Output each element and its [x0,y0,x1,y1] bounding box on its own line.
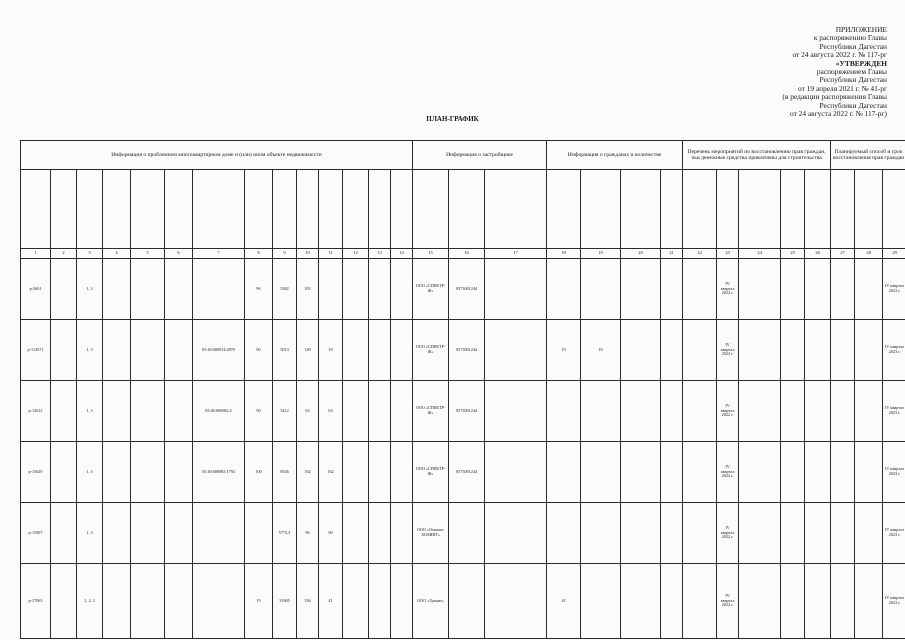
table-cell: IV квартал 2023 г. [883,503,905,564]
table-cell [855,320,883,381]
column-number: 25 [781,249,805,259]
table-cell [103,503,131,564]
table-cell [661,564,683,639]
column-header [77,170,103,249]
table-cell: IV квартал 2023 г. [883,381,905,442]
table-cell [103,320,131,381]
table-cell: 90 [245,320,273,381]
table-cell: р-12612 [21,381,51,442]
column-header [621,170,661,249]
approval-line: (в редакции распоряжения Главы [782,92,887,102]
column-number: 8 [245,249,273,259]
table-cell [683,503,717,564]
table-cell: 19 [581,320,621,381]
table-cell [343,564,369,639]
table-cell [449,503,485,564]
table-cell [51,503,77,564]
group-header-object: Информация о проблемном многоквартирном доме и (или) ином объекте недвижимости [21,141,413,170]
column-number: 2 [51,249,77,259]
column-header [51,170,77,249]
table-cell: 96 [297,503,319,564]
table-cell [621,442,661,503]
column-number: 7 [193,249,245,259]
column-number: 13 [369,249,391,259]
table-cell: ООО «СПЕКТР-Ж» [413,259,449,320]
table-cell [131,259,165,320]
column-number: 10 [297,249,319,259]
column-number: 28 [855,249,883,259]
table-cell: ООО «СПЕКТР-Ж» [413,381,449,442]
table-cell [581,381,621,442]
column-header [683,170,717,249]
table-row [21,503,905,564]
table-cell [369,320,391,381]
table-cell [781,259,805,320]
table-cell: р-2601 [21,259,51,320]
group-header-developer: Информация о застройщике [413,141,547,170]
table-cell [805,320,831,381]
table-cell: 19 [319,320,343,381]
table-cell [831,503,855,564]
plan-table [20,140,905,639]
table-cell [51,564,77,639]
table-row [21,259,905,320]
table-cell [683,381,717,442]
table-cell [103,442,131,503]
table-cell: ООО «СПЕКТР-Ж» [413,442,449,503]
column-header [805,170,831,249]
table-cell [805,564,831,639]
column-number: 12 [343,249,369,259]
table-cell [683,442,717,503]
table-cell: IV квартал 2023 г. [883,320,905,381]
table-cell [661,442,683,503]
table-cell: IV квартал 2022 г. [717,320,739,381]
table-cell [805,442,831,503]
column-number: 5 [131,249,165,259]
column-header [297,170,319,249]
column-header [831,170,855,249]
column-header [717,170,739,249]
table-cell [621,259,661,320]
table-cell [369,503,391,564]
table-cell [831,259,855,320]
table-cell [165,503,193,564]
table-cell [581,503,621,564]
table-row [21,320,905,381]
table-cell: 1, 3 [77,320,103,381]
table-cell [131,564,165,639]
column-number: 17 [485,249,547,259]
table-cell [581,442,621,503]
table-cell [661,381,683,442]
table-cell: 0573001244 [449,381,485,442]
table-cell [343,320,369,381]
table-cell [51,259,77,320]
column-number: 23 [717,249,739,259]
table-cell: 1, 2, 3 [77,564,103,639]
table-cell: 19 [547,320,581,381]
table-cell: 90 [319,503,343,564]
table-cell: 41 [319,564,343,639]
column-header [661,170,683,249]
table-cell: 05:40:000082:2 [193,381,245,442]
table-cell [449,564,485,639]
table-cell [193,259,245,320]
table-cell [621,381,661,442]
table-cell [547,381,581,442]
column-header [369,170,391,249]
table-cell [485,381,547,442]
table-cell [165,259,193,320]
table-cell [739,564,781,639]
table-cell: 1, 3 [77,259,103,320]
approval-line: от 24 августа 2022 г. № 117-рг [792,50,887,60]
table-cell: ООО «Гранит» [413,564,449,639]
table-cell [343,381,369,442]
table-cell [661,259,683,320]
column-number: 27 [831,249,855,259]
table-cell [781,503,805,564]
table-cell [547,442,581,503]
table-cell [391,381,413,442]
table-cell: р-15629 [21,442,51,503]
table-cell [343,503,369,564]
table-cell [781,564,805,639]
table-cell [547,259,581,320]
column-header [781,170,805,249]
column-header [391,170,413,249]
table-cell [581,564,621,639]
table-cell [855,259,883,320]
table-cell: 162 [297,442,319,503]
table-cell: 31685 [273,564,297,639]
table-cell: 100 [245,442,273,503]
table-cell: 05:40:000085:1794 [193,442,245,503]
column-header [193,170,245,249]
table-cell [391,320,413,381]
table-cell [319,259,343,320]
column-header [883,170,905,249]
column-number: 22 [683,249,717,259]
table-cell [343,442,369,503]
column-header [165,170,193,249]
column-number: 15 [413,249,449,259]
table-cell [391,259,413,320]
table-cell [781,442,805,503]
table-cell [131,503,165,564]
approval-line: «УТВЕРЖДЕН [835,58,887,68]
table-cell [343,259,369,320]
title-line: ПЛАН-ГРАФИК [426,115,479,123]
table-cell [131,442,165,503]
table-cell [369,442,391,503]
column-number: 18 [547,249,581,259]
table-cell: 8546 [273,442,297,503]
table-cell [51,320,77,381]
column-header [547,170,581,249]
column-number: 24 [739,249,781,259]
table-cell [485,442,547,503]
plan-table-wrap [20,140,905,639]
table-cell [103,381,131,442]
approval-line: Республики Дагестан [819,75,887,85]
table-cell [805,259,831,320]
table-cell [51,381,77,442]
table-cell: IV квартал 2022 г. [717,503,739,564]
table-row [21,442,905,503]
table-cell [165,564,193,639]
column-header [485,170,547,249]
group-header-citizens: Информация о гражданах и количестве [547,141,683,170]
table-cell [621,503,661,564]
column-number: 14 [391,249,413,259]
approval-line: к распоряжению Главы [813,33,887,43]
table-cell [51,442,77,503]
column-header [131,170,165,249]
column-number: 26 [805,249,831,259]
column-header [103,170,131,249]
column-number: 3 [77,249,103,259]
column-number: 4 [103,249,131,259]
table-cell [781,381,805,442]
table-cell [131,320,165,381]
table-cell [855,503,883,564]
table-cell: IV квартал 2022 г. [717,442,739,503]
table-cell: 90 [245,381,273,442]
table-cell: 162 [319,442,343,503]
table-cell [369,259,391,320]
table-row [21,564,905,639]
table-cell [131,381,165,442]
approval-line: ПРИЛОЖЕНИЕ [835,25,887,34]
document-title [40,116,865,124]
table-cell [739,442,781,503]
table-cell [781,320,805,381]
table-cell: 0573001244 [449,259,485,320]
table-cell [683,320,717,381]
column-header [273,170,297,249]
table-cell: IV квартал 2023 г. [883,442,905,503]
table-cell: р-112071 [21,320,51,381]
table-cell [245,503,273,564]
table-cell: 1, 3 [77,503,103,564]
table-cell: 5412 [273,381,297,442]
table-cell [855,564,883,639]
column-number: 16 [449,249,485,259]
table-cell [805,503,831,564]
table-cell [165,381,193,442]
table-cell: IV квартал 2023 г. [883,564,905,639]
column-header [343,170,369,249]
column-header [739,170,781,249]
table-cell: 19 [245,564,273,639]
table-cell: IV квартал 2022 г. [717,259,739,320]
table-cell [621,564,661,639]
table-cell [621,320,661,381]
table-cell [103,564,131,639]
table-cell: IV квартал 2023 г. [883,259,905,320]
table-cell [739,259,781,320]
table-cell: 103 [297,259,319,320]
group-header-measures: Перечень мероприятий по восстановлению прав граждан, чьи денежные средства привлечены для строительства [683,141,831,170]
table-cell: р-17063 [21,564,51,639]
table-cell [683,564,717,639]
table-cell: р-15907 [21,503,51,564]
table-cell: IV квартал 2022 г. [717,564,739,639]
table-cell [369,564,391,639]
approval-line: Республики Дагестан [819,100,887,110]
table-cell [831,564,855,639]
table-cell: 5773,3 [273,503,297,564]
table-cell: 1, 3 [77,442,103,503]
table-cell [661,503,683,564]
column-header [413,170,449,249]
approval-line: Республики Дагестан [819,41,887,51]
table-cell: 0573001244 [449,320,485,381]
table-cell [485,564,547,639]
table-cell [831,320,855,381]
column-header [319,170,343,249]
table-cell [485,320,547,381]
table-cell: 149 [297,320,319,381]
column-number: 29 [883,249,905,259]
table-cell [739,320,781,381]
table-row [21,381,905,442]
table-cell [661,320,683,381]
table-cell: 63 [319,381,343,442]
table-cell [739,381,781,442]
column-number: 19 [581,249,621,259]
table-cell: 0573001244 [449,442,485,503]
column-number: 21 [661,249,683,259]
approval-stamp [697,26,887,118]
table-cell [855,381,883,442]
table-cell [739,503,781,564]
table-cell [193,503,245,564]
table-cell [831,381,855,442]
table-cell [547,503,581,564]
approval-line: распоряжением Главы [816,67,887,77]
table-cell: 5013 [273,320,297,381]
table-cell [485,503,547,564]
approval-line: от 24 августа 2022 г. № 117-рг) [789,109,887,119]
table-cell: 1, 3 [77,381,103,442]
table-cell: 96 [245,259,273,320]
table-cell [831,442,855,503]
column-number: 6 [165,249,193,259]
table-cell: 41 [547,564,581,639]
table-cell: IV квартал 2022 г. [717,381,739,442]
table-cell [581,259,621,320]
table-cell [683,259,717,320]
column-number: 11 [319,249,343,259]
table-cell [805,381,831,442]
table-cell [391,503,413,564]
table-cell [369,381,391,442]
approval-line: от 19 апреля 2021 г. № 41-рг [798,83,887,93]
column-number: 20 [621,249,661,259]
column-number: 1 [21,249,51,259]
table-cell: 5582 [273,259,297,320]
table-cell [103,259,131,320]
column-header [449,170,485,249]
table-cell: 63 [297,381,319,442]
table-cell [855,442,883,503]
table-cell: ООО «СПЕКТР-Ж» [413,320,449,381]
column-header [245,170,273,249]
table-cell: 336 [297,564,319,639]
table-cell: ООО «Омахан-ХОЛИНГ» [413,503,449,564]
table-cell [391,442,413,503]
table-cell [165,442,193,503]
column-header [21,170,51,249]
group-header-plan: Планируемый способ и срок восстановления прав граждан [831,141,905,170]
table-cell [485,259,547,320]
column-number: 9 [273,249,297,259]
table-cell [391,564,413,639]
table-cell [193,564,245,639]
table-cell [165,320,193,381]
column-header [581,170,621,249]
table-cell: 05:40:000014:4870 [193,320,245,381]
column-header [855,170,883,249]
